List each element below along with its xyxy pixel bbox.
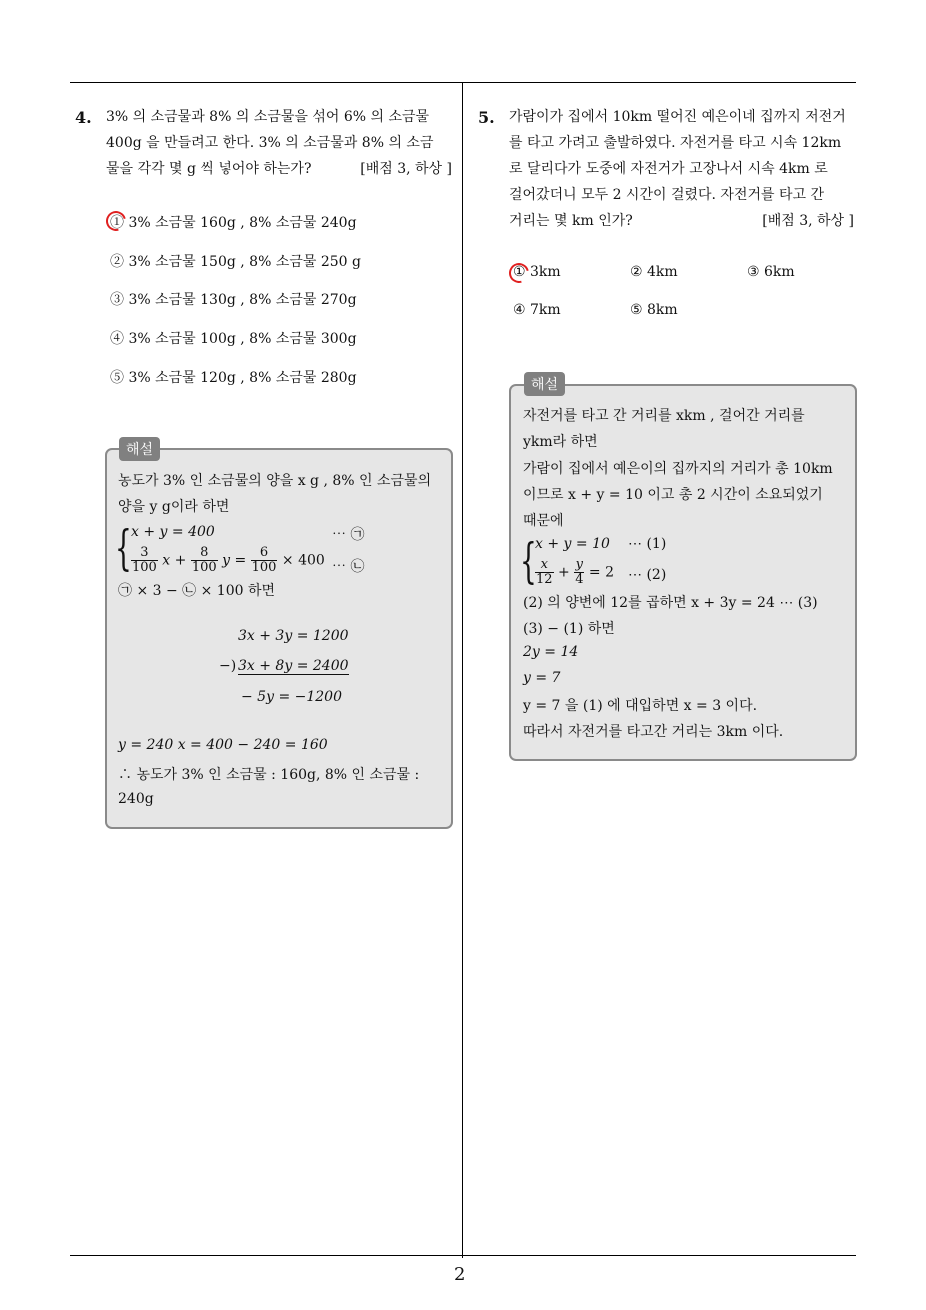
eq-term: = 2 <box>588 564 615 581</box>
q5-eq1-mark: ⋯ (1) <box>628 536 667 552</box>
frac-num: y <box>575 557 583 572</box>
q5-option-4[interactable]: ④ 7km <box>513 302 561 318</box>
q4-eq2-mark: ⋯ ㉡ <box>332 559 365 575</box>
q5-sol-line: 자전거를 타고 간 거리를 xkm , 걸어간 거리를 <box>523 408 805 424</box>
frac-num: 8 <box>191 546 218 561</box>
q5-text-line: 거리는 몇 km 인가? <box>509 213 633 229</box>
q4-solution-tag: 해설 <box>119 437 160 461</box>
q5-text-line: 걸어갔더니 모두 2 시간이 걸렸다. 자전거를 타고 간 <box>509 187 824 203</box>
q4-text-line: 3% 의 소금물과 8% 의 소금물을 섞어 6% 의 소금물 <box>106 109 430 125</box>
q4-text-line: 400g 을 만들려고 한다. 3% 의 소금물과 8% 의 소금 <box>106 135 434 151</box>
frac-den: 100 <box>251 560 277 575</box>
q5-text-line: 를 타고 가려고 출발하였다. 자전거를 타고 시속 12km <box>509 135 842 151</box>
q4-text-line: 물을 각각 몇 g 씩 넣어야 하는가? <box>106 161 312 177</box>
q4-sol-line: ∴ 농도가 3% 인 소금물 : 160g, 8% 인 소금물 : <box>118 767 420 783</box>
q4-eq1-mark: ⋯ ㉠ <box>332 527 365 543</box>
q5-sol-line: (3) − (1) 하면 <box>523 621 615 637</box>
q4-sol-line: ㉠ × 3 − ㉡ × 100 하면 <box>118 583 276 599</box>
q4-sol-line: 양을 y g이라 하면 <box>118 499 230 515</box>
q5-eq2-mark: ⋯ (2) <box>628 567 667 583</box>
q5-option-2[interactable]: ② 4km <box>630 264 678 280</box>
frac-den: 100 <box>132 560 157 575</box>
q5-question <box>509 104 854 234</box>
q4-option-2[interactable]: ② 3% 소금물 150g , 8% 소금물 250 g <box>110 254 361 270</box>
q4-calc-2-prefix: −) <box>219 658 237 674</box>
eq-term: x + <box>162 552 187 569</box>
q5-sol-line: y = 7 을 (1) 에 대입하면 x = 3 이다. <box>523 698 758 714</box>
q4-system-brace: { <box>115 520 132 576</box>
q5-sol-line: (2) 의 양변에 12를 곱하면 x + 3y = 24 ⋯ (3) <box>523 595 818 611</box>
q5-option-3[interactable]: ③ 6km <box>747 264 795 280</box>
q5-sol-line: ykm라 하면 <box>523 434 598 450</box>
q5-option-5[interactable]: ⑤ 8km <box>630 302 678 318</box>
q4-sol-line: 240g <box>118 791 154 807</box>
column-divider <box>462 83 463 1258</box>
q4-calc-3: − 5y = −1200 <box>241 689 342 705</box>
q5-sol-line: y = 7 <box>523 670 561 686</box>
frac-num: 3 <box>131 546 158 561</box>
q5-sol-line: 2y = 14 <box>523 644 579 660</box>
q5-number: 5. <box>478 108 495 127</box>
q4-option-3[interactable]: ③ 3% 소금물 130g , 8% 소금물 270g <box>110 292 357 308</box>
q5-sol-line: 때문에 <box>523 513 564 529</box>
q4-number: 4. <box>75 108 92 127</box>
q4-option-1[interactable]: ① 3% 소금물 160g , 8% 소금물 240g <box>110 215 357 231</box>
q5-text-line: 가람이가 집에서 10km 떨어진 예은이네 집까지 저전거 <box>509 109 846 125</box>
bottom-rule <box>70 1255 856 1256</box>
q5-eq1: x + y = 10 <box>535 536 610 552</box>
frac-num: 6 <box>251 546 278 561</box>
q4-option-4[interactable]: ④ 3% 소금물 100g , 8% 소금물 300g <box>110 331 357 347</box>
frac-den: 100 <box>191 560 217 575</box>
q4-sol-line: 농도가 3% 인 소금물의 양을 x g , 8% 인 소금물의 <box>118 473 432 489</box>
q4-eq1: x + y = 400 <box>131 524 215 540</box>
q5-system-brace: { <box>520 533 537 589</box>
frac-den: 12 <box>536 572 553 587</box>
eq-term: + <box>558 564 570 581</box>
q4-calc-1: 3x + 3y = 1200 <box>238 628 349 644</box>
q5-sol-line: 가람이 집에서 예은이의 집까지의 거리가 총 10km <box>523 461 833 477</box>
q4-option-5[interactable]: ⑤ 3% 소금물 120g , 8% 소금물 280g <box>110 370 357 386</box>
q4-score-meta: [배점 3, 하상 ] <box>360 161 452 177</box>
q5-text-line: 로 달리다가 도중에 자전거가 고장나서 시속 4km 로 <box>509 161 828 177</box>
frac-den: 4 <box>575 572 584 587</box>
top-rule <box>70 82 856 83</box>
frac-num: x <box>535 558 554 573</box>
q5-sol-line: 이므로 x + y = 10 이고 총 2 시간이 소요되었기 <box>523 487 823 503</box>
eq-term: y = <box>222 552 247 569</box>
q5-option-1[interactable]: ① 3km <box>513 264 561 280</box>
eq-term: × 400 <box>281 552 325 569</box>
q5-sol-line: 따라서 자전거를 타고간 거리는 3km 이다. <box>523 724 784 740</box>
q5-eq2 <box>535 558 614 587</box>
q4-eq2 <box>131 546 325 575</box>
q4-question <box>106 104 452 182</box>
q5-solution-tag: 해설 <box>524 372 565 396</box>
page-number: 2 <box>454 1264 466 1285</box>
q4-sol-line: y = 240 x = 400 − 240 = 160 <box>118 737 328 753</box>
q4-calc-2: 3x + 8y = 2400 <box>238 658 349 674</box>
q5-score-meta: [배점 3, 하상 ] <box>762 213 854 229</box>
